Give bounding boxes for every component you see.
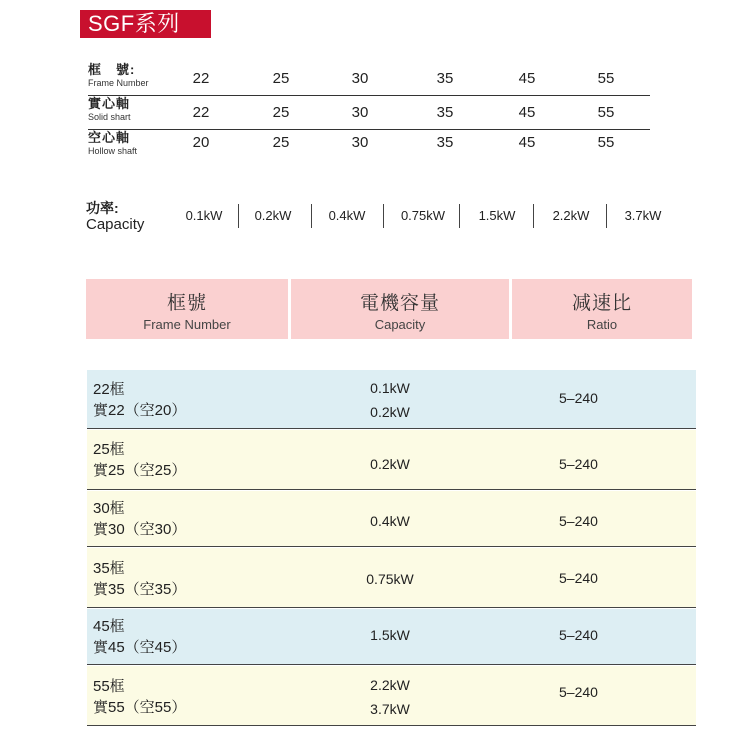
spec-value: 35: [436, 70, 454, 87]
shaft-label: 實45（空45）: [93, 639, 187, 656]
frame-label: 30框: [93, 500, 125, 517]
table-row: [87, 370, 696, 429]
ratio-cell: 5–240: [559, 456, 598, 472]
spec-value: 25: [272, 70, 290, 87]
header-en: Ratio: [586, 317, 618, 332]
shaft-label: 實25（空25）: [93, 462, 187, 479]
ratio-cell: 5–240: [559, 570, 598, 586]
frame-cell: [93, 616, 186, 658]
header-zh: 電機容量: [359, 293, 440, 314]
capacity-divider: [533, 204, 534, 228]
capacity-value: 0.1kW: [185, 208, 223, 223]
header-en: Capacity: [374, 317, 426, 332]
capacity-label-zh: 功率:: [86, 200, 119, 216]
header-zh: 框號: [166, 293, 207, 314]
capacity-cell: [366, 509, 414, 533]
capacity-value: 0.4kW: [370, 513, 410, 529]
spec-label-en: Solid shart: [88, 112, 131, 122]
header-frame-number: [86, 279, 288, 339]
spec-label-en: Hollow shaft: [88, 146, 138, 156]
frame-cell: [93, 379, 186, 421]
spec-value: 30: [351, 104, 369, 121]
spec-label-zh: 空心軸: [88, 130, 131, 145]
header-zh: 减速比: [571, 293, 632, 314]
series-title: SGF系列: [80, 10, 211, 38]
capacity-divider: [311, 204, 312, 228]
header-ratio: [512, 279, 692, 339]
ratio-cell: 5–240: [559, 627, 598, 643]
capacity-value: 0.75kW: [366, 571, 414, 587]
spec-value: 22: [192, 70, 210, 87]
capacity-value: 3.7kW: [370, 701, 410, 717]
ratio-cell: 5–240: [559, 390, 598, 406]
spec-value: 20: [192, 134, 210, 151]
ratio-cell: 5–240: [559, 684, 598, 700]
table-row: [87, 548, 696, 608]
capacity-value: 1.5kW: [478, 208, 516, 223]
spec-label: [88, 96, 131, 123]
capacity-value: 2.2kW: [370, 677, 410, 693]
table-row: [87, 666, 696, 726]
spec-value: 55: [597, 134, 615, 151]
spec-value: 55: [597, 104, 615, 121]
spec-value: 25: [272, 104, 290, 121]
capacity-value: 3.7kW: [624, 208, 662, 223]
spec-value: 22: [192, 104, 210, 121]
spec-label-zh: 框 號:: [88, 62, 136, 77]
capacity-value: 0.4kW: [328, 208, 366, 223]
capacity-label: [86, 200, 144, 234]
capacity-cell: [366, 376, 414, 424]
header-capacity: [291, 279, 509, 339]
header-en: Frame Number: [143, 317, 231, 332]
spec-value: 45: [518, 104, 536, 121]
capacity-value: 0.2kW: [370, 404, 410, 420]
spec-row-frame: [88, 62, 650, 96]
table-row: [87, 430, 696, 490]
frame-label: 45框: [93, 618, 125, 635]
spec-label: [88, 62, 149, 89]
shaft-label: 實30（空30）: [93, 521, 187, 538]
capacity-value: 1.5kW: [370, 627, 410, 643]
capacity-cell: [362, 567, 418, 591]
frame-label: 22框: [93, 381, 125, 398]
table-row: [87, 609, 696, 665]
spec-label-en: Frame Number: [88, 78, 149, 88]
spec-value: 30: [351, 70, 369, 87]
ratio-cell: 5–240: [559, 513, 598, 529]
spec-value: 35: [436, 134, 454, 151]
frame-label: 55框: [93, 678, 125, 695]
capacity-value: 0.1kW: [370, 380, 410, 396]
capacity-value: 0.75kW: [400, 208, 446, 223]
capacity-divider: [238, 204, 239, 228]
shaft-label: 實22（空20）: [93, 402, 187, 419]
capacity-value: 2.2kW: [552, 208, 590, 223]
shaft-label: 實55（空55）: [93, 699, 187, 716]
frame-label: 25框: [93, 441, 125, 458]
spec-value: 25: [272, 134, 290, 151]
capacity-divider: [606, 204, 607, 228]
frame-cell: [93, 439, 186, 481]
capacity-divider: [459, 204, 460, 228]
frame-cell: [93, 498, 186, 540]
frame-cell: [93, 676, 186, 718]
capacity-value: 0.2kW: [254, 208, 292, 223]
spec-value: 55: [597, 70, 615, 87]
spec-row-solid: [88, 96, 650, 130]
capacity-cell: [366, 452, 414, 476]
spec-value: 45: [518, 134, 536, 151]
spec-value: 35: [436, 104, 454, 121]
table-row: [87, 491, 696, 547]
spec-label: [88, 130, 137, 157]
capacity-cell: [366, 623, 414, 647]
shaft-label: 實35（空35）: [93, 581, 187, 598]
spec-value: 45: [518, 70, 536, 87]
spec-label-zh: 實心軸: [88, 96, 131, 111]
frame-cell: [93, 558, 186, 600]
capacity-value: 0.2kW: [370, 456, 410, 472]
spec-value: 30: [351, 134, 369, 151]
capacity-cell: [366, 673, 414, 721]
capacity-divider: [383, 204, 384, 228]
capacity-label-en: Capacity: [86, 216, 145, 233]
frame-label: 35框: [93, 560, 125, 577]
spec-row-hollow: [88, 130, 650, 164]
table-header: [86, 279, 692, 339]
